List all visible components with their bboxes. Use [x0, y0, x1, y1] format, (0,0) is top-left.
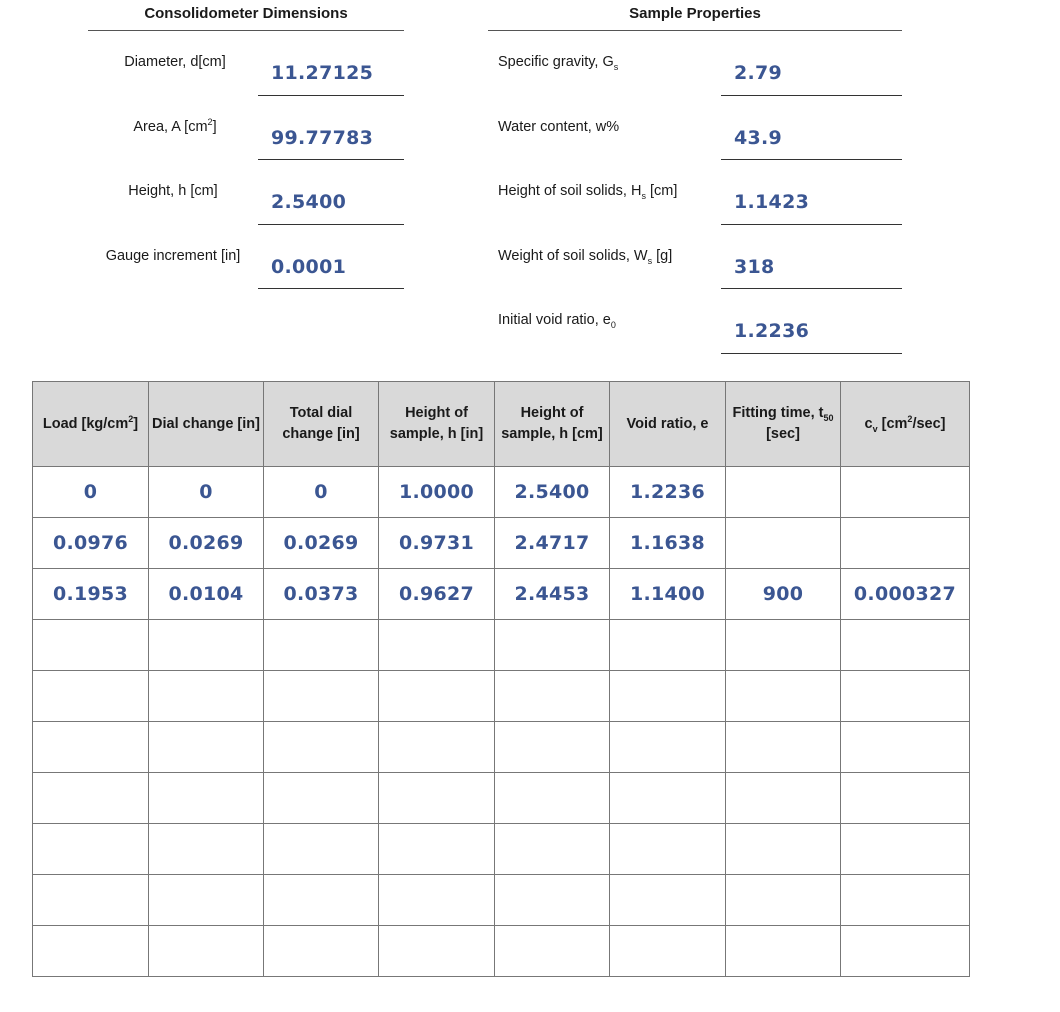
cell-height-in: 1.0000 — [379, 467, 495, 518]
cell-total-dial-change — [264, 722, 379, 773]
cell-height-cm — [495, 824, 610, 875]
table-row — [33, 620, 970, 671]
cell-cv — [841, 824, 970, 875]
cell-dial-change — [149, 875, 264, 926]
diameter-rule — [258, 95, 404, 96]
cell-cv — [841, 518, 970, 569]
cell-height-in — [379, 722, 495, 773]
cell-height-in — [379, 773, 495, 824]
cell-cv — [841, 671, 970, 722]
cell-load — [33, 722, 149, 773]
cell-void-ratio — [610, 671, 726, 722]
consolidation-data-table — [32, 381, 970, 977]
cell-void-ratio: 1.1400 — [610, 569, 726, 620]
cell-fitting-time — [726, 875, 841, 926]
cell-height-cm — [495, 773, 610, 824]
cell-fitting-time — [726, 824, 841, 875]
cell-void-ratio — [610, 773, 726, 824]
cell-height-in — [379, 824, 495, 875]
cell-height-cm — [495, 620, 610, 671]
cell-total-dial-change — [264, 824, 379, 875]
header-dial-change: Dial change [in] — [149, 382, 264, 467]
height-label: Height, h [cm] — [128, 183, 218, 199]
cell-height-in — [379, 671, 495, 722]
cell-height-cm — [495, 926, 610, 977]
specific-gravity-rule — [721, 95, 902, 96]
cell-void-ratio — [610, 620, 726, 671]
cell-height-cm: 2.4453 — [495, 569, 610, 620]
cell-void-ratio: 1.2236 — [610, 467, 726, 518]
cell-height-in: 0.9627 — [379, 569, 495, 620]
cell-dial-change — [149, 671, 264, 722]
height-value: 2.5400 — [271, 191, 347, 213]
cell-fitting-time: 900 — [726, 569, 841, 620]
cell-load: 0.1953 — [33, 569, 149, 620]
table-body — [33, 467, 970, 977]
cell-void-ratio: 1.1638 — [610, 518, 726, 569]
cell-height-cm: 2.4717 — [495, 518, 610, 569]
cell-load — [33, 671, 149, 722]
cell-void-ratio — [610, 824, 726, 875]
cell-load — [33, 926, 149, 977]
cell-load — [33, 620, 149, 671]
cell-total-dial-change: 0 — [264, 467, 379, 518]
consolidometer-title: Consolidometer Dimensions — [144, 5, 348, 22]
cell-cv — [841, 773, 970, 824]
diameter-label: Diameter, d[cm] — [124, 54, 226, 70]
cell-total-dial-change — [264, 620, 379, 671]
specific-gravity-label: Specific gravity, $G_s$ — [498, 54, 619, 72]
area-label: Area, A $[cm^2]$ — [133, 117, 217, 135]
cell-dial-change — [149, 620, 264, 671]
cell-load — [33, 773, 149, 824]
cell-dial-change — [149, 926, 264, 977]
sample-properties-title-rule — [488, 30, 902, 31]
cell-fitting-time — [726, 620, 841, 671]
cell-load — [33, 875, 149, 926]
diameter-value: 11.27125 — [271, 62, 374, 84]
consolidometer-title-rule — [88, 30, 404, 31]
gauge-label: Gauge increment [in] — [105, 248, 241, 264]
cell-cv — [841, 926, 970, 977]
table-row — [33, 926, 970, 977]
cell-total-dial-change — [264, 926, 379, 977]
height-solids-rule — [721, 224, 902, 225]
height-solids-label: Height of soil solids, $H_s$ [cm] — [498, 183, 678, 201]
cell-height-in: 0.9731 — [379, 518, 495, 569]
cell-fitting-time — [726, 518, 841, 569]
cell-cv — [841, 620, 970, 671]
cell-load: 0.0976 — [33, 518, 149, 569]
cell-fitting-time — [726, 671, 841, 722]
cell-fitting-time — [726, 467, 841, 518]
cell-cv: 0.000327 — [841, 569, 970, 620]
cell-load — [33, 824, 149, 875]
weight-solids-rule — [721, 288, 902, 289]
cell-total-dial-change: 0.0373 — [264, 569, 379, 620]
table-row — [33, 518, 970, 569]
gauge-value: 0.0001 — [271, 256, 347, 278]
cell-total-dial-change: 0.0269 — [264, 518, 379, 569]
height-rule — [258, 224, 404, 225]
water-content-value: 43.9 — [734, 127, 783, 149]
table-row — [33, 671, 970, 722]
gauge-rule — [258, 288, 404, 289]
water-content-rule — [721, 159, 902, 160]
header-cv: $c_v$ $[cm^2/\sec]$ — [841, 382, 970, 467]
cell-height-cm — [495, 875, 610, 926]
cell-total-dial-change — [264, 773, 379, 824]
cell-void-ratio — [610, 722, 726, 773]
cell-cv — [841, 467, 970, 518]
cell-height-in — [379, 926, 495, 977]
cell-dial-change — [149, 824, 264, 875]
table-row — [33, 722, 970, 773]
header-height-cm: Height of sample, h [cm] — [495, 382, 610, 467]
initial-void-value: 1.2236 — [734, 320, 810, 342]
cell-dial-change: 0 — [149, 467, 264, 518]
cell-void-ratio — [610, 875, 726, 926]
area-value: 99.77783 — [271, 127, 374, 149]
cell-fitting-time — [726, 926, 841, 977]
sample-properties-title: Sample Properties — [629, 5, 761, 22]
cell-height-cm — [495, 722, 610, 773]
cell-height-cm — [495, 671, 610, 722]
header-load: Load $[kg/cm^2]$ — [33, 382, 149, 467]
table-row — [33, 569, 970, 620]
weight-solids-label: Weight of soil solids, $W_s$ [g] — [498, 248, 673, 266]
cell-dial-change: 0.0104 — [149, 569, 264, 620]
table-row — [33, 875, 970, 926]
cell-total-dial-change — [264, 671, 379, 722]
cell-cv — [841, 722, 970, 773]
cell-height-cm: 2.5400 — [495, 467, 610, 518]
area-rule — [258, 159, 404, 160]
cell-height-in — [379, 620, 495, 671]
table-header-row — [33, 382, 970, 467]
initial-void-label: Initial void ratio, $e_0$ — [498, 312, 616, 330]
water-content-label: Water content, w% — [498, 119, 620, 135]
cell-load: 0 — [33, 467, 149, 518]
table-row — [33, 773, 970, 824]
cell-dial-change — [149, 722, 264, 773]
cell-dial-change — [149, 773, 264, 824]
cell-dial-change: 0.0269 — [149, 518, 264, 569]
header-void-ratio: Void ratio, e — [610, 382, 726, 467]
header-fitting-time: Fitting time, $t_{50}$ [sec] — [726, 382, 841, 467]
header-height-in: Height of sample, h [in] — [379, 382, 495, 467]
specific-gravity-value: 2.79 — [734, 62, 783, 84]
initial-void-rule — [721, 353, 902, 354]
header-total-dial-change: Total dial change [in] — [264, 382, 379, 467]
cell-fitting-time — [726, 773, 841, 824]
weight-solids-value: 318 — [734, 256, 775, 278]
table-row — [33, 824, 970, 875]
cell-total-dial-change — [264, 875, 379, 926]
cell-fitting-time — [726, 722, 841, 773]
cell-void-ratio — [610, 926, 726, 977]
table-row — [33, 467, 970, 518]
height-solids-value: 1.1423 — [734, 191, 810, 213]
cell-height-in — [379, 875, 495, 926]
cell-cv — [841, 875, 970, 926]
